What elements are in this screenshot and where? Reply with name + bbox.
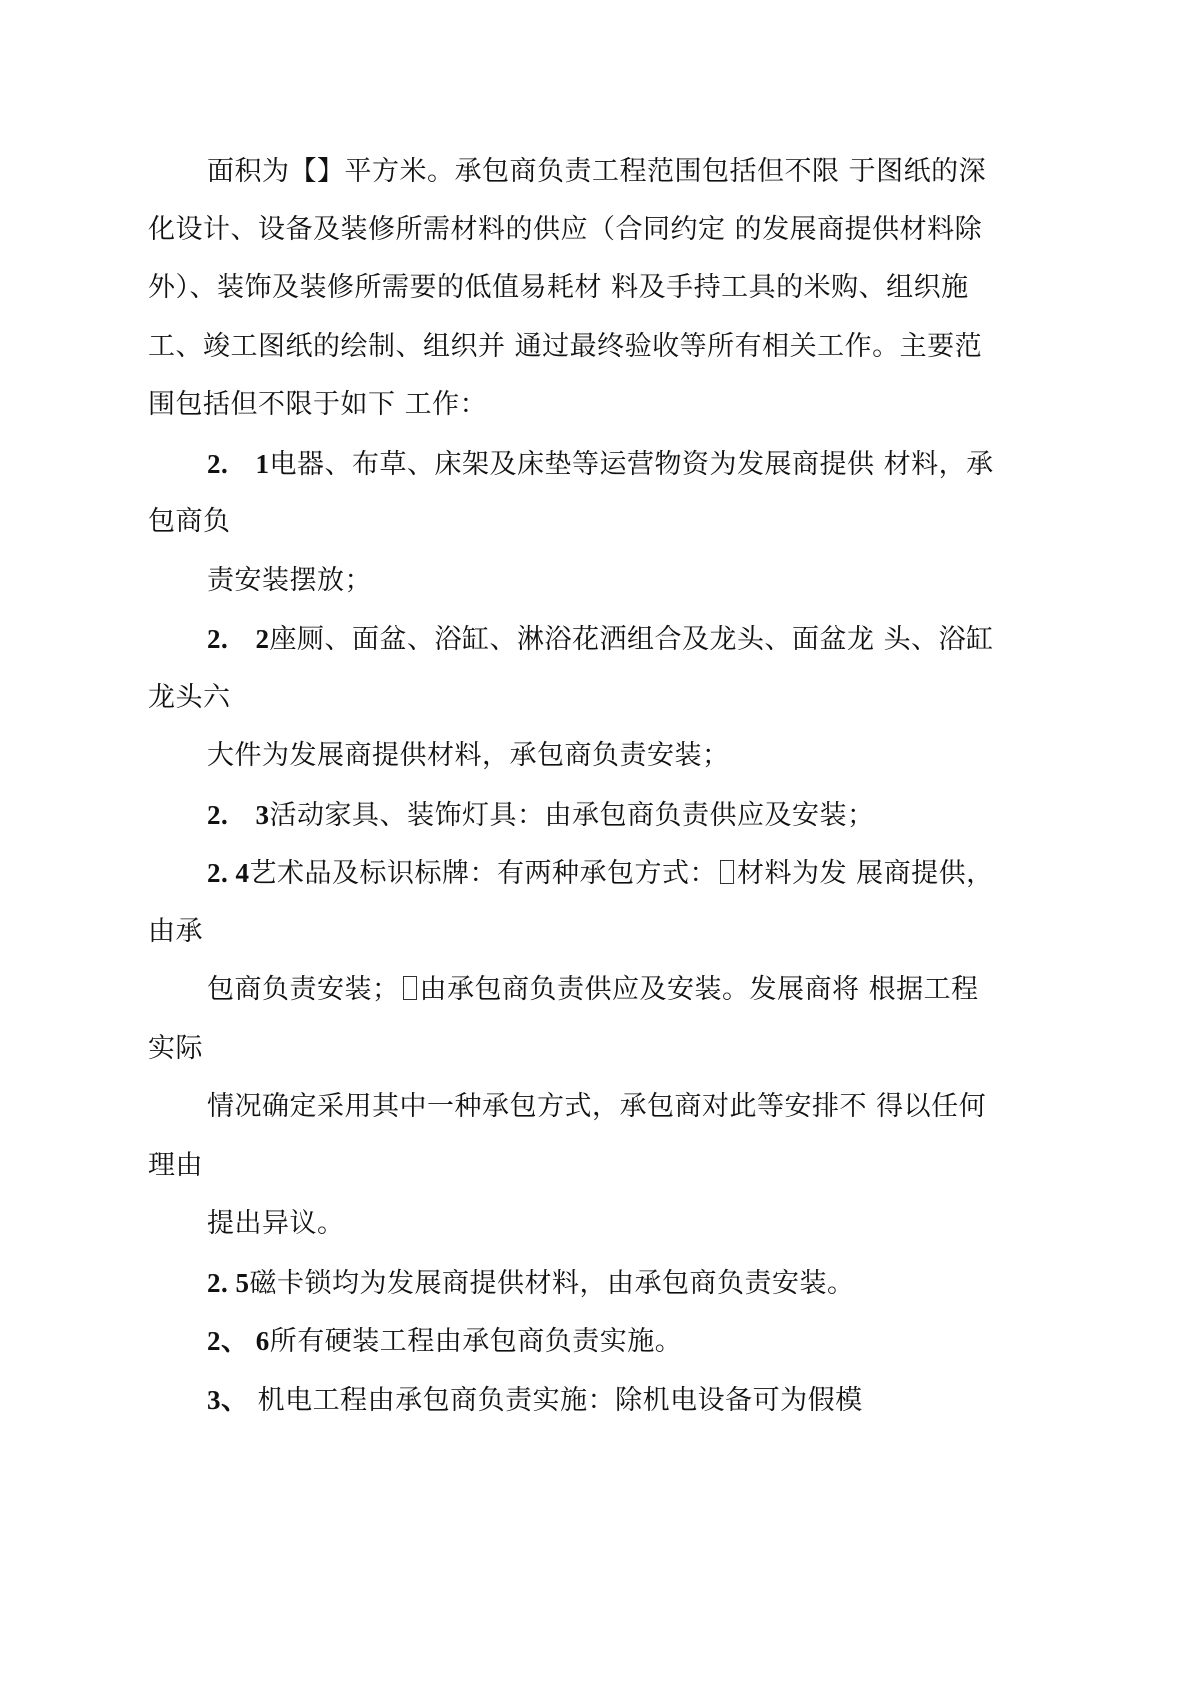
list-item-continuation: 情况确定采用其中一种承包方式，承包商对此等安排不 得以任何 bbox=[207, 1091, 987, 1122]
paragraph-line-3: 外）、装饰及装修所需要的低值易耗材 料及手持工具的米购、组织施 bbox=[148, 272, 969, 303]
item-number: 2. 5 bbox=[207, 1268, 250, 1298]
paragraph-line-2: 化设计、设备及装修所需材料的供应（合同约定 的发展商提供材料除 bbox=[148, 214, 983, 245]
item-text: 磁卡锁均为发展商提供材料，由承包商负责安装。 bbox=[249, 1268, 855, 1299]
item-number: 2、 6 bbox=[207, 1326, 270, 1356]
checkbox-glyph-icon bbox=[720, 860, 734, 884]
list-item-2-6 bbox=[207, 1323, 682, 1360]
list-item-continuation: 大件为发展商提供材料，承包商负责安装； bbox=[207, 740, 730, 771]
list-item-2-1 bbox=[207, 446, 994, 483]
item-number: 2 bbox=[255, 624, 270, 654]
list-item-continuation: 责安装摆放； bbox=[207, 565, 372, 596]
list-item-continuation: 包商负 bbox=[148, 506, 231, 537]
list-item-continuation: 由承 bbox=[148, 916, 203, 947]
list-item-continuation: 理由 bbox=[148, 1150, 203, 1181]
item-number: 3 bbox=[255, 800, 270, 830]
list-item-2-2 bbox=[207, 621, 994, 658]
checkbox-glyph-icon bbox=[403, 976, 417, 1000]
item-number: 1 bbox=[255, 449, 270, 479]
list-item-2-3 bbox=[207, 797, 875, 834]
list-item-continuation: 龙头六 bbox=[148, 682, 231, 713]
item-number: 2. bbox=[207, 449, 229, 479]
item-text: 电器、布草、床架及床垫等运营物资为发展商提供 材料，承 bbox=[269, 449, 994, 480]
item-text: 机电工程由承包商负责实施：除机电设备可为假模 bbox=[248, 1385, 863, 1416]
item-number: 2. bbox=[207, 624, 229, 654]
item-text: 座厕、面盆、浴缸、淋浴花洒组合及龙头、面盆龙 头、浴缸 bbox=[269, 624, 994, 655]
item-text: 由承包商负责供应及安装。发展商将 根据工程 bbox=[419, 974, 979, 1005]
list-item-continuation bbox=[207, 972, 979, 1008]
item-number: 2. bbox=[207, 800, 229, 830]
item-text: 所有硬装工程由承包商负责实施。 bbox=[269, 1326, 683, 1357]
item-text: 艺术品及标识标牌：有两种承包方式： bbox=[249, 858, 717, 889]
list-item-3 bbox=[207, 1382, 863, 1419]
item-text: 包商负责安装； bbox=[207, 974, 400, 1005]
item-number: 3、 bbox=[207, 1385, 249, 1415]
list-item-continuation: 提出异议。 bbox=[207, 1208, 345, 1239]
paragraph-line-4: 工、竣工图纸的绘制、组织并 通过最终验收等所有相关工作。主要范 bbox=[148, 331, 983, 362]
list-item-continuation: 实际 bbox=[148, 1033, 203, 1064]
item-number: 2. 4 bbox=[207, 858, 250, 888]
item-text: 材料为发 展商提供， bbox=[737, 858, 994, 889]
item-text: 活动家具、装饰灯具：由承包商负责供应及安装； bbox=[269, 800, 875, 831]
list-item-2-5 bbox=[207, 1265, 855, 1302]
paragraph-line-1: 面积为【】平方米。承包商负责工程范围包括但不限 于图纸的深 bbox=[207, 156, 987, 187]
list-item-2-4 bbox=[207, 855, 994, 892]
paragraph-line-5: 围包括但不限于如下 工作： bbox=[148, 389, 488, 420]
